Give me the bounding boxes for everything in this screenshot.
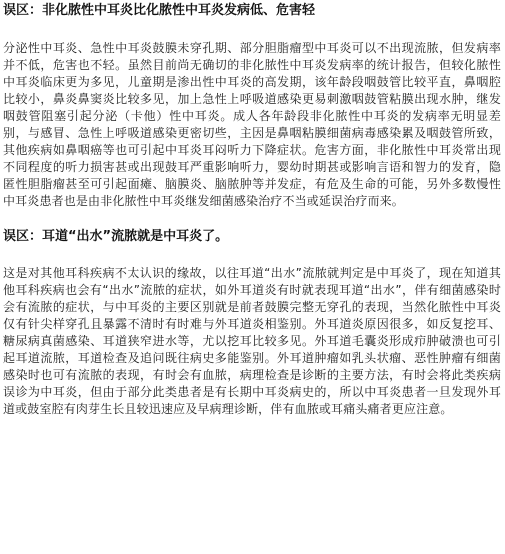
- section-paragraph-1: 分泌性中耳炎、急性中耳炎鼓膜未穿孔期、部分胆脂瘤型中耳炎可以不出现流脓，但发病率并不低，危害也不轻。虽然目前尚无确切的非化脓性中耳炎发病率的统计报告，但较化脓性中耳炎临床更为多见，儿童期是渗出性中耳炎的高发期，该年龄段咽鼓管比较平直，鼻咽腔比较小，鼻炎鼻窦炎比较多见，加上急性上呼吸道感染更易刺激咽鼓管粘膜出现水肿，继发咽鼓管阻塞引起分泌（卡他）性中耳炎。成人各年龄段非化脓性中耳炎的发病率无明显差别，与感冒、急性上呼吸道感染更密切些，主因是鼻咽粘膜细菌病毒感染累及咽鼓管所致，其他疾病如鼻咽癌等也可引起中耳炎耳闷听力下降症状。危害方面，非化脓性中耳炎常出现不同程度的听力损害甚或出现鼓耳严重影响听力，婴幼时期甚或影响言语和智力的发育，隐匿性胆脂瘤甚至可引起面瘫、脑膜炎、脑脓肿等并发症，有危及生命的可能，另外多数慢性中耳炎患者也是由非化脓性中耳炎继发细菌感染治疗不当或延误治疗而来。: [3, 41, 501, 208]
- section-paragraph-2: 这是对其他耳科疾病不太认识的缘故，以往耳道“出水”流脓就判定是中耳炎了，现在知道其他耳科疾病也会有“出水”流脓的症状，如外耳道炎有时就表现耳道“出水”，伴有细菌感染时会有流脓的症状，与中耳炎的主要区别就是前者鼓膜完整无穿孔的表现，当然化脓性中耳炎仅有针尖样穿孔且暴露不清时有时难与外耳道炎相鉴别。外耳道炎原因很多，如反复挖耳、糖尿病真菌感染、耳道狭窄进水等，尤以挖耳比较多见。外耳道毛囊炎形成疖肿破溃也可引起耳道流脓，耳道检查及追问既往病史多能鉴别。外耳道肿瘤如乳头状瘤、恶性肿瘤有细菌感染时也可有流脓的表现，有时会有血脓，病理检查是诊断的主要方法，有时会将此类疾病误诊为中耳炎，但由于部分此类患者是有长期中耳炎病史的，所以中耳炎患者一旦发现外耳道或鼓室腔有肉芽生长且较迅速应及早病理诊断，伴有血脓或耳痛头痛者更应注意。: [3, 266, 501, 416]
- section-heading-2: 误区：耳道“出水”流脓就是中耳炎了。: [3, 229, 229, 244]
- section-heading-1: 误区：非化脓性中耳炎比化脓性中耳炎发病低、危害轻: [3, 3, 316, 18]
